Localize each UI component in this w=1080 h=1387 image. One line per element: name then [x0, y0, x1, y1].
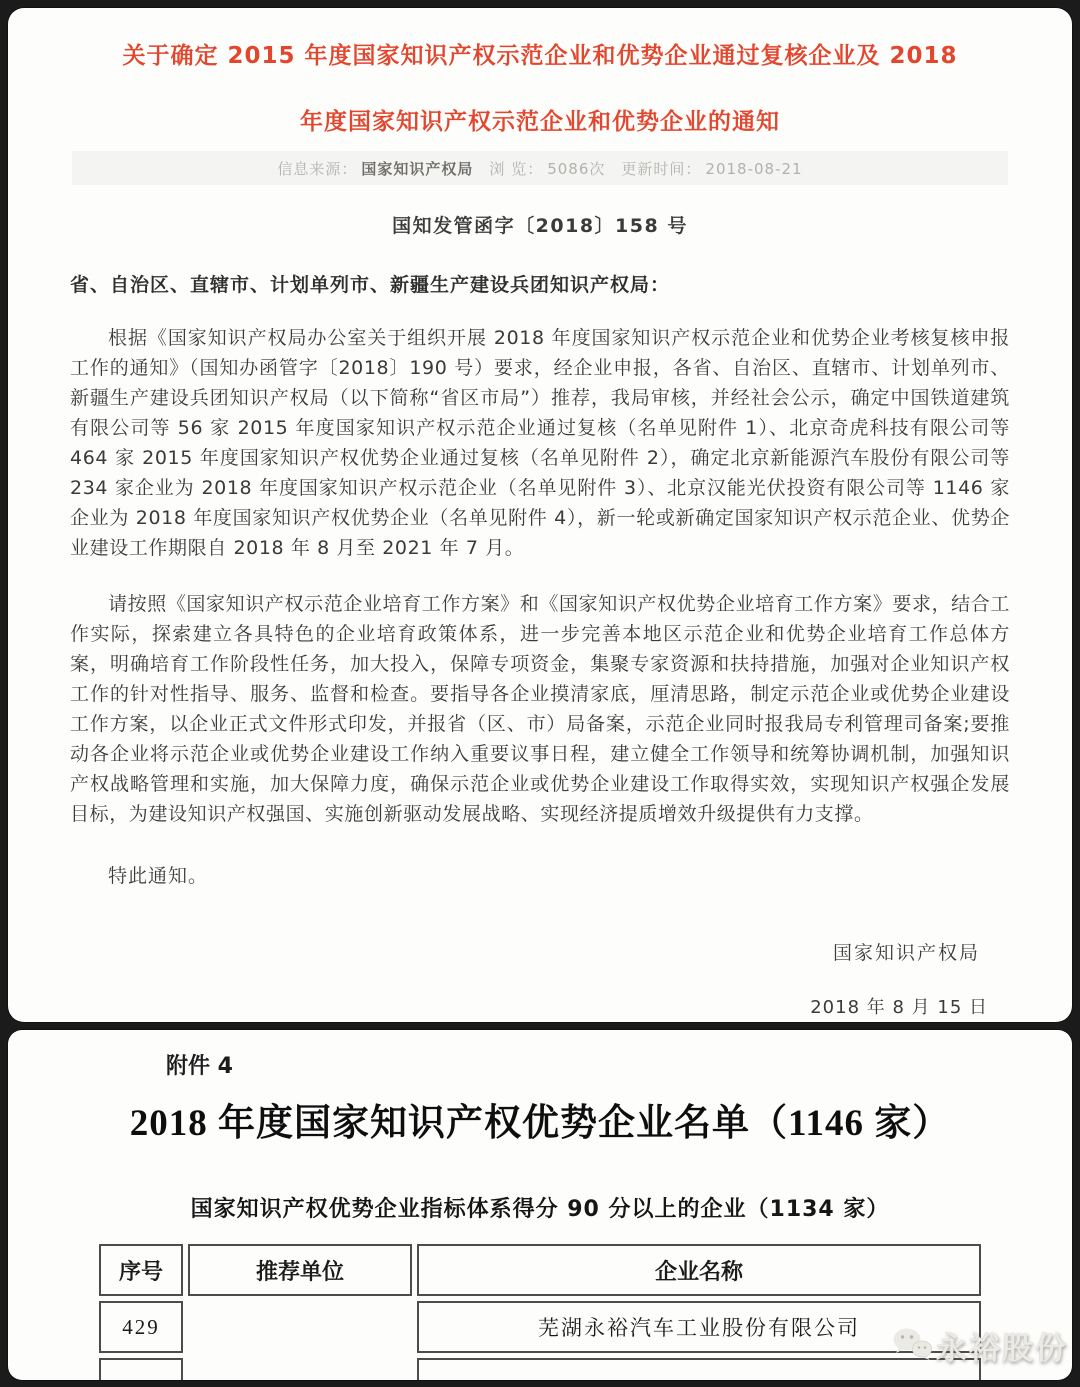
- article-meta-bar: [72, 151, 1008, 185]
- header-recommender: 推荐单位: [188, 1244, 412, 1296]
- header-seq: 序号: [99, 1244, 183, 1296]
- meta-source-value: 国家知识产权局: [361, 159, 474, 178]
- cell-recommender-cutoff: [188, 1358, 412, 1380]
- notice-title-line1: 关于确定 2015 年度国家知识产权示范企业和优势企业通过复核企业及 2018: [122, 43, 958, 69]
- notice-document-card: [8, 8, 1072, 1022]
- notice-body: [8, 8, 1072, 1019]
- attachment-title: 2018 年度国家知识产权优势企业名单（1146 家）: [129, 1103, 951, 1144]
- notice-title-line2: 年度国家知识产权示范企业和优势企业的通知: [300, 108, 780, 135]
- table-header-row: [99, 1244, 981, 1296]
- meta-updated-value: 2018-08-21: [705, 159, 803, 178]
- attachment-card: [8, 1030, 1072, 1380]
- attachment-body: [8, 1030, 1072, 1380]
- wechat-icon: [891, 1326, 933, 1366]
- notice-paragraph-1: 根据《国家知识产权局办公室关于组织开展 2018 年度国家知识产权示范企业和优势企业考核复核申报工作的通知》（国知办函管字〔2018〕190 号）要求，经企业申报，各省、自治区、直辖市、计划单列市、新疆生产建设兵团知识产权局（以下简称“省区市局”）推荐，我局审核，并经社会公示，确定中国铁道建筑有限公司等 56 家 2015 年度国家知识产权示范企业通过复核（名单见附件 1）、北京奇虎科技有限公司等 464 家 2015 年度国家知识产权优势企业通过复核（名单见附件 2），确定北京新能源汽车股份有限公司等 234 家企业为 2018 年度国家知识产权示范企业（名单见附件 3）、北京汉能光伏投资有限公司等 1146 家企业为 2018 年度国家知识产权优势企业（名单见附件 4），新一轮或新确定国家知识产权示范企业、优势企业建设工作期限自 2018 年 8 月至 2021 年 7 月。: [70, 326, 1010, 559]
- issuer-signature: 国家知识产权局: [832, 941, 980, 964]
- attachment-label: 附件 4: [166, 1054, 233, 1079]
- table-row: [99, 1301, 981, 1353]
- closing-line: 特此通知。: [108, 864, 209, 887]
- cell-seq: 429: [99, 1301, 183, 1353]
- cell-company: 芜湖永裕汽车工业股份有限公司: [417, 1301, 981, 1353]
- salutation-line: 省、自治区、直辖市、计划单列市、新疆生产建设兵团知识产权局：: [70, 273, 671, 296]
- cell-recommender: [188, 1301, 412, 1353]
- watermark-text: 永裕股份: [936, 1331, 1068, 1367]
- enterprise-table: [94, 1239, 986, 1380]
- notice-paragraph-2: 请按照《国家知识产权示范企业培育工作方案》和《国家知识产权优势企业培育工作方案》要求，结合工作实际，探索建立各具特色的企业培育政策体系，进一步完善本地区示范企业和优势企业培育工作总体方案，明确培育工作阶段性任务，加大投入，保障专项资金，集聚专家资源和扶持措施，加强对企业知识产权工作的针对性指导、服务、监督和检查。要指导各企业摸清家底，厘清思路，制定示范企业或优势企业建设工作方案，以企业正式文件形式印发，并报省（区、市）局备案，示范企业同时报我局专利管理司备案;要推动各企业将示范企业或优势企业建设工作纳入重要议事日程，建立健全工作领导和统筹协调机制，加强知识产权战略管理和实施，加大保障力度，确保示范企业或优势企业建设工作取得实效，实现知识产权强企发展目标，为建设知识产权强国、实施创新驱动发展战略、实现经济提质增效升级提供有力支撑。: [70, 592, 1010, 825]
- document-number: 国知发管函字〔2018〕158 号: [392, 214, 688, 237]
- cell-seq-cutoff: [99, 1358, 183, 1380]
- header-company: 企业名称: [417, 1244, 981, 1296]
- meta-updated-label: 更新时间：: [621, 159, 702, 178]
- meta-views-label: 浏 览：: [489, 159, 544, 178]
- issue-date: 2018 年 8 月 15 日: [810, 996, 988, 1018]
- meta-views-value: 5086次: [547, 159, 606, 178]
- meta-source-label: 信息来源：: [277, 159, 358, 178]
- attachment-subtitle: 国家知识产权优势企业指标体系得分 90 分以上的企业（1134 家）: [190, 1197, 890, 1222]
- table-row-cutoff: [99, 1358, 981, 1380]
- brand-watermark: [891, 1323, 1068, 1368]
